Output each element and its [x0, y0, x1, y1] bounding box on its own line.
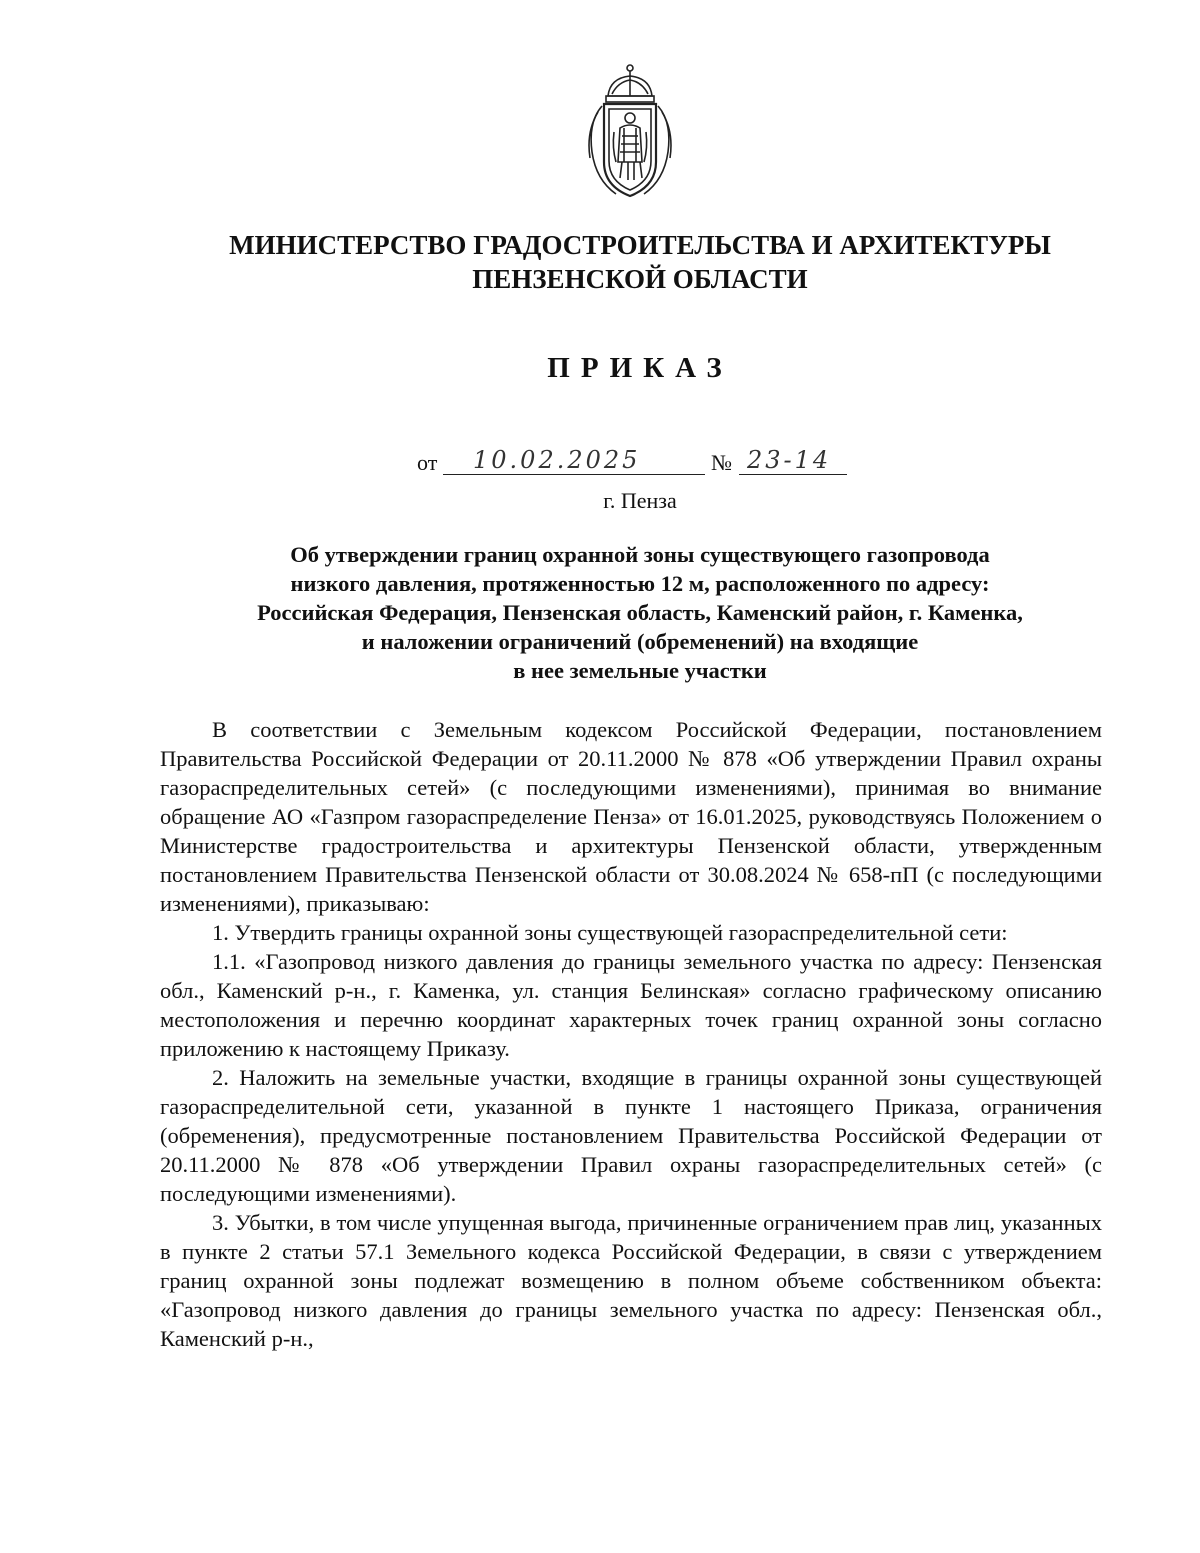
subject-line: и наложении ограничений (обременений) на входящие [361, 629, 919, 654]
clause-3: 3. Убытки, в том числе упущенная выгода, причиненные ограничением прав лиц, указанных в пункте 2 статьи 57.1 Земельного кодекса Российской Федерации, в связи с утверждением границ охранной зоны подлежат возмещению в полном объеме собственником объекта: «Газопровод низкого давления до границы земельного участка по адресу: Пензенская обл., Каменский р-н., [160, 1210, 1102, 1351]
ministry-name-line-2: ПЕНЗЕНСКОЙ ОБЛАСТИ [472, 264, 808, 294]
date-label: от [417, 450, 438, 475]
preamble-paragraph: В соответствии с Земельным кодексом Российской Федерации, постановлением Правительства Российской Федерации от 20.11.2000 № 878 «Об утверждении Правил охраны газораспределительных сетей» (с последующими изменениями), принимая во внимание обращение АО «Газпром газораспределение Пенза» от 16.01.2025, руководствуясь Положением о Министерстве градостроительства и архитектуры Пензенской области, утвержденным постановлением Правительства Пензенской области от 30.08.2024 № 658-пП (с последующими изменениями), приказываю: [160, 717, 1102, 916]
subject-line: Российская Федерация, Пензенская область, Каменский район, г. Каменка, [257, 600, 1023, 625]
number-handwritten: 23-14 [747, 446, 832, 474]
subject-line: Об утверждении границ охранной зоны существующего газопровода [290, 542, 990, 567]
ministry-name [0, 228, 1200, 296]
number-underline [739, 474, 847, 475]
date-handwritten: 10.02.2025 [473, 446, 641, 474]
number-label: № [711, 450, 732, 475]
date-number-line [417, 448, 857, 478]
clause-2: 2. Наложить на земельные участки, входящие в границы охранной зоны существующей газораспределительной сети, указанной в пункте 1 настоящего Приказа, ограничения (обременения), предусмотренные постановлением Правительства Российской Федерации от 20.11.2000 № 878 «Об утверждении Правил охраны газораспределительных сетей» (с последующими изменениями). [160, 1065, 1102, 1206]
clause-1: 1. Утвердить границы охранной зоны существующей газораспределительной сети: [212, 920, 1008, 945]
clause-1-1: 1.1. «Газопровод низкого давления до границы земельного участка по адресу: Пензенская обл., Каменский р-н., г. Каменка, ул. станция Белинская» согласно графическому описанию местоположения и перечню координат характерных точек границ охранной зоны согласно приложению к настоящему Приказу. [160, 949, 1102, 1061]
ministry-name-line-1: МИНИСТЕРСТВО ГРАДОСТРОИТЕЛЬСТВА И АРХИТЕКТУРЫ [229, 230, 1051, 260]
city-line: г. Пенза [603, 488, 677, 513]
order-subject [150, 540, 1130, 685]
date-underline [443, 474, 705, 475]
document-type-title: ПРИКАЗ [547, 352, 733, 384]
subject-line: низкого давления, протяженностью 12 м, расположенного по адресу: [290, 571, 990, 596]
order-body [160, 715, 1102, 1353]
subject-line: в нее земельные участки [513, 658, 767, 683]
coat-of-arms-emblem [578, 62, 682, 202]
